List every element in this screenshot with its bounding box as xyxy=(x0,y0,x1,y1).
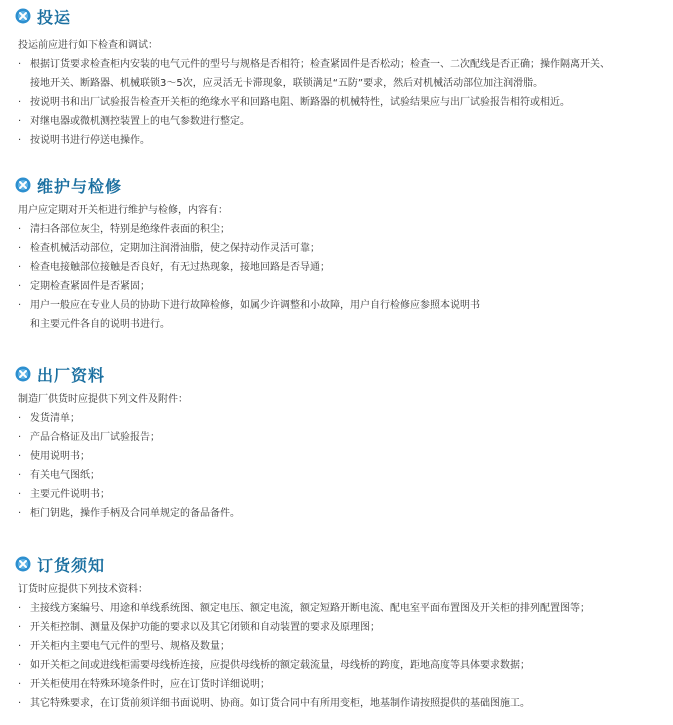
section-intro: 订货时应提供下列技术资料： xyxy=(18,584,148,595)
list-item: · 主接线方案编号、用途和单线系统图、额定电压、额定电流，额定短路开断电流、配电室平面布置图及开关柜的排列配置图等； xyxy=(18,599,590,618)
list-item: · 定期检查紧固件是否紧固； xyxy=(18,277,480,296)
bullet-dot: · xyxy=(18,622,22,633)
bullet-dot: · xyxy=(18,489,22,500)
list-item: · 柜门钥匙，操作手柄及合同单规定的备品备件。 xyxy=(18,504,240,523)
section-title: 维护与检修 xyxy=(37,176,123,196)
section-title: 出厂资料 xyxy=(37,365,106,385)
section-intro: 用户应定期对开关柜进行维护与检修，内容有： xyxy=(18,205,228,216)
item-list xyxy=(18,55,610,150)
bullet-dot: · xyxy=(18,679,22,690)
list-item: · 按说明书进行停送电操作。 xyxy=(18,131,610,150)
list-item: · 检查机械活动部位，定期加注润滑油脂，使之保持动作灵活可靠； xyxy=(18,239,480,258)
section-header xyxy=(15,362,105,386)
bullet-dot: · xyxy=(18,641,22,652)
circle-bullet-icon xyxy=(15,177,31,193)
bullet-dot: · xyxy=(18,135,22,146)
list-item: · 用户一般应在专业人员的协助下进行故障检修，如属少许调整和小故障，用户自行检修应参照本说明书 和主要元件各自的说明书进行。 xyxy=(18,296,480,334)
list-item: · 根据订货要求检查柜内安装的电气元件的型号与规格是否相符；检查紧固件是否松动；检查一、二次配线是否正确；操作隔离开关、 接地开关、断路器、机械联锁3～5次，应灵活无卡滞现象，联锁满足“五防”要求，然后对机械活动部位加注润滑脂。 xyxy=(18,55,610,93)
list-item: · 产品合格证及出厂试验报告； xyxy=(18,428,240,447)
list-item: · 按说明书和出厂试验报告检查开关柜的绝缘水平和回路电阻、断路器的机械特性，试验结果应与出厂试验报告相符或相近。 xyxy=(18,93,610,112)
section-title: 投运 xyxy=(37,7,72,27)
item-list xyxy=(18,220,480,334)
list-item: · 对继电器或微机测控装置上的电气参数进行整定。 xyxy=(18,112,610,131)
bullet-dot: · xyxy=(18,698,22,709)
circle-bullet-icon xyxy=(15,8,31,24)
list-item: · 开关柜使用在特殊环境条件时，应在订货时详细说明； xyxy=(18,675,590,694)
bullet-dot: · xyxy=(18,300,22,311)
bullet-dot: · xyxy=(18,281,22,292)
list-item: · 清扫各部位灰尘，特别是绝缘件表面的积尘； xyxy=(18,220,480,239)
list-item: · 检查电接触部位接触是否良好，有无过热现象，接地回路是否导通； xyxy=(18,258,480,277)
list-item: · 主要元件说明书； xyxy=(18,485,240,504)
bullet-dot: · xyxy=(18,262,22,273)
item-list xyxy=(18,599,590,713)
bullet-dot: · xyxy=(18,243,22,254)
bullet-dot: · xyxy=(18,603,22,614)
bullet-dot: · xyxy=(18,508,22,519)
bullet-dot: · xyxy=(18,116,22,127)
section-header xyxy=(15,4,71,28)
section-title: 订货须知 xyxy=(37,555,106,575)
bullet-dot: · xyxy=(18,97,22,108)
bullet-dot: · xyxy=(18,451,22,462)
bullet-dot: · xyxy=(18,413,22,424)
bullet-dot: · xyxy=(18,470,22,481)
list-item: · 开关柜控制、测量及保护功能的要求以及其它闭锁和自动装置的要求及原理图； xyxy=(18,618,590,637)
list-item: · 发货清单； xyxy=(18,409,240,428)
section-header xyxy=(15,173,122,197)
section-intro: 制造厂供货时应提供下列文件及附件： xyxy=(18,394,188,405)
list-item: · 如开关柜之间或进线柜需要母线桥连接，应提供母线桥的额定载流量，母线桥的跨度，距地高度等具体要求数据； xyxy=(18,656,590,675)
bullet-dot: · xyxy=(18,224,22,235)
list-item: · 开关柜内主要电气元件的型号、规格及数量； xyxy=(18,637,590,656)
list-item: · 使用说明书； xyxy=(18,447,240,466)
section-header xyxy=(15,552,105,576)
circle-bullet-icon xyxy=(15,556,31,572)
item-list xyxy=(18,409,240,523)
bullet-dot: · xyxy=(18,660,22,671)
list-item: · 其它特殊要求，在订货前须详细书面说明、协商。如订货合同中有所用变柜，地基制作请按照提供的基础图施工。 xyxy=(18,694,590,713)
list-item: · 有关电气图纸； xyxy=(18,466,240,485)
bullet-dot: · xyxy=(18,432,22,443)
bullet-dot: · xyxy=(18,59,22,70)
circle-bullet-icon xyxy=(15,366,31,382)
section-intro: 投运前应进行如下检查和调试： xyxy=(18,40,158,51)
